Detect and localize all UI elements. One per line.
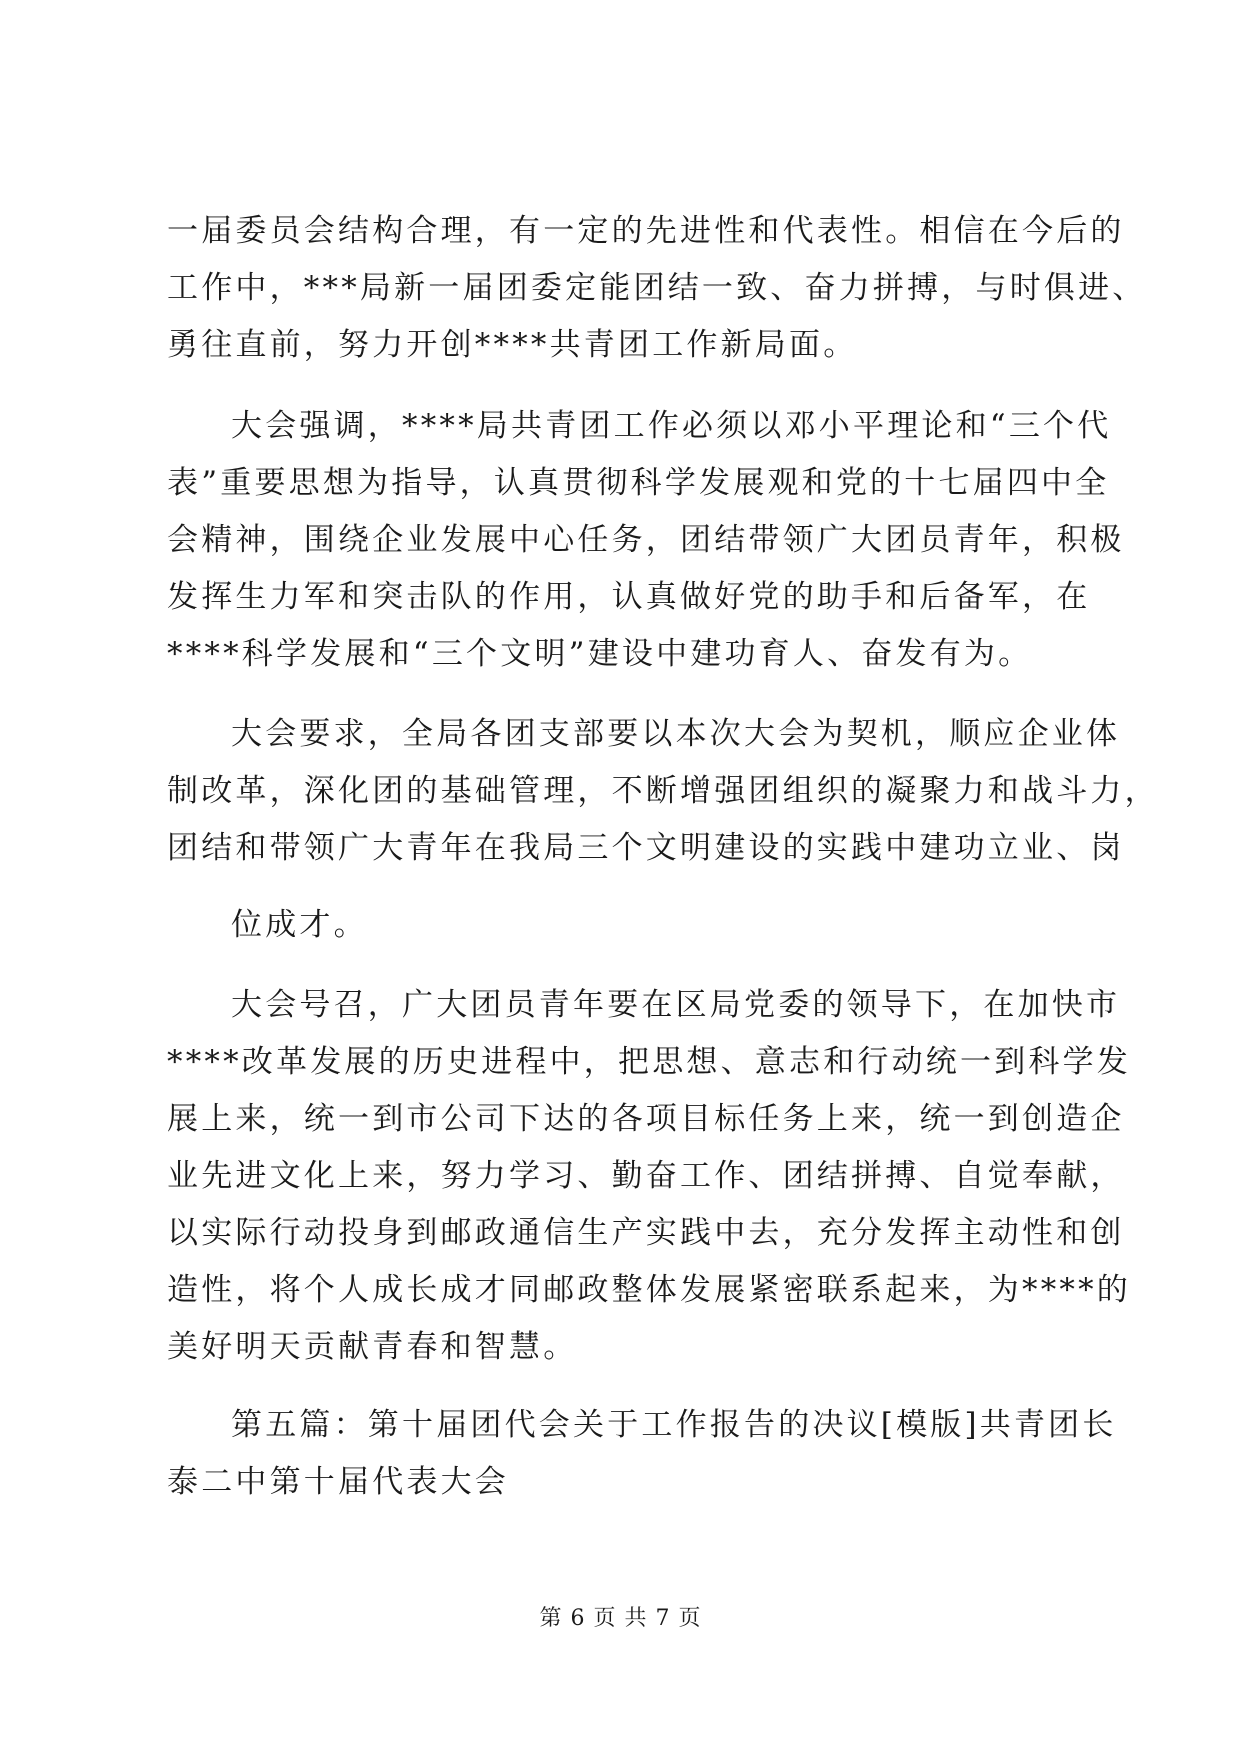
- text-line: 制改革，深化团的基础管理，不断增强团组织的凝聚力和战斗力，: [167, 773, 1159, 809]
- text-line: 勇往直前，努力开创****共青团工作新局面。: [167, 327, 858, 363]
- text-line: 工作中，***局新一届团委定能团结一致、奋力拼搏，与时俱进、: [167, 270, 1147, 306]
- text-line: 会精神，围绕企业发展中心任务，团结带领广大团员青年，积极: [167, 522, 1125, 558]
- paragraph-first-line: 大会强调，****局共青团工作必须以邓小平理论和“三个代: [231, 408, 1112, 444]
- text-line: 表”重要思想为指导，认真贯彻科学发展观和党的十七届四中全: [167, 465, 1110, 501]
- section-heading: 第五篇：第十届团代会关于工作报告的决议[模版]共青团长: [231, 1407, 1117, 1443]
- page-number: 第 6 页 共 7 页: [539, 1606, 702, 1631]
- section-heading-continued: 泰二中第十届代表大会: [167, 1464, 509, 1500]
- text-line: 以实际行动投身到邮政通信生产实践中去，充分发挥主动性和创: [167, 1215, 1125, 1251]
- paragraph-first-line: 大会号召，广大团员青年要在区局党委的领导下，在加快市: [231, 987, 1121, 1023]
- paragraph-first-line: 大会要求，全局各团支部要以本次大会为契机，顺应企业体: [231, 716, 1121, 752]
- text-line: 业先进文化上来，努力学习、勤奋工作、团结拼搏、自觉奉献，: [167, 1158, 1125, 1194]
- text-line: 发挥生力军和突击队的作用，认真做好党的助手和后备军，在: [167, 579, 1091, 615]
- text-line: ****科学发展和“三个文明”建设中建功育人、奋发有为。: [167, 636, 1033, 672]
- text-line: 展上来，统一到市公司下达的各项目标任务上来，统一到创造企: [167, 1101, 1125, 1137]
- text-line: 位成才。: [231, 907, 368, 943]
- text-line: 一届委员会结构合理，有一定的先进性和代表性。相信在今后的: [167, 213, 1125, 249]
- text-line: 造性，将个人成长成才同邮政整体发展紧密联系起来，为****的: [167, 1272, 1131, 1308]
- text-line: ****改革发展的历史进程中，把思想、意志和行动统一到科学发: [167, 1044, 1131, 1080]
- text-line: 美好明天贡献青春和智慧。: [167, 1329, 578, 1365]
- text-line: 团结和带领广大青年在我局三个文明建设的实践中建功立业、岗: [167, 830, 1125, 866]
